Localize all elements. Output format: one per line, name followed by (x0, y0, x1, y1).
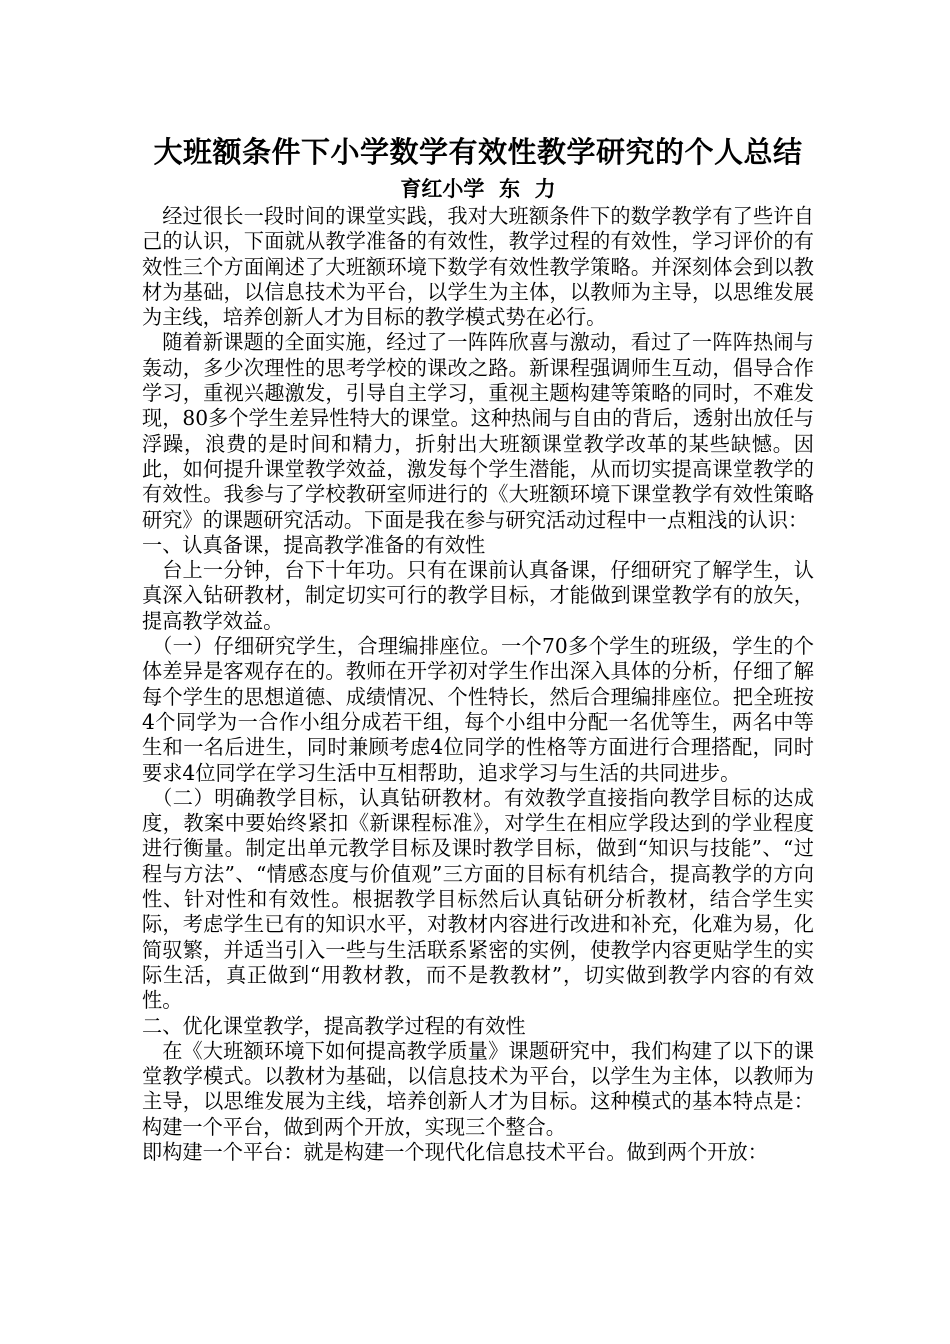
body-paragraph: 即构建一个平台：就是构建一个现代化信息技术平台。做到两个开放： (142, 1139, 768, 1164)
document-body (142, 204, 814, 1165)
body-paragraph: 在《大班额环境下如何提高教学质量》课题研究中，我们构建了以下的课堂教学模式。以教材为基础，以信息技术为平台，以学生为主体，以教师为主导，以思维发展为主线，培养创新人才为目标。这种模式的基本特点是：构建一个平台，做到两个开放，实现三个整合。 (142, 1038, 814, 1139)
body-paragraph: 随着新课题的全面实施，经过了一阵阵欣喜与激动，看过了一阵阵热闹与轰动，多少次理性的思考学校的课改之路。新课程强调师生互动，倡导合作学习，重视兴趣激发，引导自主学习，重视主题构建等策略的同时，不难发现，80多个学生差异性特大的课堂。这种热闹与自由的背后，透射出放任与浮躁，浪费的是时间和精力，折射出大班额课堂教学改革的某些缺憾。因此，如何提升课堂教学效益，激发每个学生潜能，从而切实提高课堂教学的有效性。我参与了学校教研室师进行的《大班额环境下课堂教学有效性策略研究》的课题研究活动。下面是我在参与研究活动过程中一点粗浅的认识： (142, 330, 814, 532)
body-paragraph: （二）明确教学目标，认真钻研教材。有效教学直接指向教学目标的达成度，教案中要始终紧扣《新课程标准》，对学生在相应学段达到的学业程度进行衡量。制定出单元教学目标及课时教学目标，做到“知识与技能”、“过程与方法”、“情感态度与价值观”三方面的目标有机结合，提高教学的方向性、针对性和有效性。根据教学目标然后认真钻研分析教材，结合学生实际，考虑学生已有的知识水平，对教材内容进行改进和补充，化难为易，化简驭繁，并适当引入一些与生活联系紧密的实例，使教学内容更贴学生的实际生活，真正做到“用教材教，而不是教教材”，切实做到教学内容的有效性。 (142, 785, 814, 1013)
body-paragraph: 经过很长一段时间的课堂实践，我对大班额条件下的数学教学有了些许自己的认识，下面就从教学准备的有效性，教学过程的有效性，学习评价的有效性三个方面阐述了大班额环境下数学有效性教学策略。并深刻体会到以教材为基础，以信息技术为平台，以学生为主体，以教师为主导，以思维发展为主线，培养创新人才为目标的教学模式势在必行。 (142, 204, 814, 330)
body-paragraph: 台上一分钟，台下十年功。只有在课前认真备课，仔细研究了解学生，认真深入钻研教材，制定切实可行的教学目标，才能做到课堂教学有的放矢，提高教学效益。 (142, 558, 814, 633)
document-page (142, 130, 814, 1165)
section-heading: 一、认真备课，提高教学准备的有效性 (142, 532, 486, 557)
document-title: 大班额条件下小学数学有效性教学研究的个人总结 (153, 135, 803, 169)
section-heading: 二、优化课堂教学，提高教学过程的有效性 (142, 1013, 526, 1038)
body-paragraph: （一）仔细研究学生，合理编排座位。一个70多个学生的班级，学生的个体差异是客观存在的。教师在开学初对学生作出深入具体的分析，仔细了解每个学生的思想道德、成绩情况、个性特长，然后合理编排座位。把全班按4个同学为一合作小组分成若干组，每个小组中分配一名优等生，两名中等生和一名后进生，同时兼顾考虑4位同学的性格等方面进行合理搭配，同时要求4位同学在学习生活中互相帮助，追求学习与生活的共同进步。 (142, 634, 814, 785)
document-author: 育红小学 东 力 (400, 176, 556, 201)
